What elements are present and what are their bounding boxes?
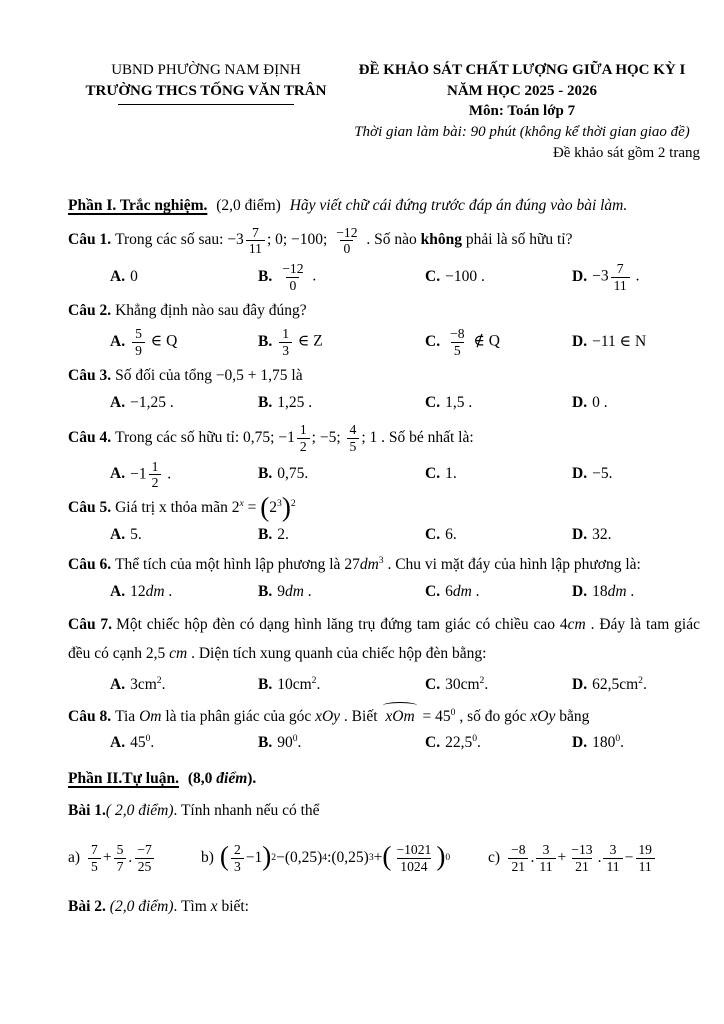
- text-run: 180: [592, 734, 616, 752]
- superscript: 2: [290, 498, 296, 510]
- text-run: 18: [592, 582, 608, 600]
- option-letter: A.: [110, 675, 126, 693]
- fraction: $\frac{19}{11}$: [635, 842, 655, 874]
- question-text: [115, 367, 303, 384]
- question-1: [68, 225, 700, 257]
- option-letter: A.: [110, 526, 126, 544]
- text-run: −11 ∈ N: [592, 332, 647, 350]
- item-label: a): [68, 848, 81, 866]
- text-run: ∉ Q: [469, 332, 500, 350]
- option-letter: B.: [258, 332, 273, 350]
- question-label: Câu 2.: [68, 301, 112, 319]
- option-letter: D.: [572, 267, 588, 285]
- text-run: .: [128, 848, 133, 866]
- text-run: = 45: [418, 707, 451, 725]
- text-run: ).: [247, 770, 257, 788]
- option-letter: D.: [572, 526, 588, 544]
- superscript: 2: [156, 674, 162, 686]
- option-letter: B.: [258, 526, 273, 544]
- text-run: . Đáy là tam giác đều có cạnh 2,5: [68, 616, 700, 663]
- text-run: Khẳng định nào sau đây đúng?: [115, 301, 307, 319]
- options-q3: [68, 391, 700, 414]
- text-run: .: [303, 582, 312, 600]
- option-c: [425, 267, 572, 287]
- question-label: Câu 1.: [68, 231, 112, 249]
- text-run: ∈ Z: [294, 332, 323, 350]
- text-run: −3: [227, 231, 244, 249]
- text-run: Số đối của tổng −0,5 + 1,75 là: [115, 366, 303, 384]
- option-letter: C.: [425, 526, 441, 544]
- pages-note: Đề khảo sát gồm 2 trang: [552, 144, 700, 161]
- part1-instruction: Hãy viết chữ cái đứng trước đáp án đúng vào bài làm.: [289, 197, 628, 215]
- question-text: [115, 422, 474, 454]
- option-letter: B.: [258, 582, 273, 600]
- superscript: 0: [450, 706, 456, 718]
- option-letter: B.: [258, 675, 273, 693]
- text-run: (8,0: [187, 770, 217, 788]
- text-run: dm: [452, 582, 472, 600]
- fraction: $\frac{1}{3}$: [279, 326, 292, 358]
- question-label: Câu 8.: [68, 707, 112, 725]
- bai1-item-a: [68, 842, 201, 874]
- text-run: .: [477, 734, 481, 752]
- text-run: −1: [130, 465, 147, 483]
- option-d: [572, 393, 700, 413]
- option-d: [572, 464, 700, 484]
- superscript: 3: [277, 498, 282, 510]
- option-letter: B.: [258, 393, 273, 411]
- fraction: $\frac{4}{5}$: [347, 422, 360, 454]
- option-d: [572, 675, 700, 695]
- text-run: x: [210, 898, 218, 916]
- text-run: .: [161, 675, 166, 693]
- text-run: ; −5;: [311, 428, 345, 446]
- text-run: dm: [359, 555, 379, 573]
- fraction: $\frac{7}{11}$: [611, 261, 630, 293]
- school-name: TRƯỜNG THCS TỐNG VĂN TRÂN: [68, 81, 344, 106]
- item-label: c): [488, 848, 501, 866]
- text-run: =: [243, 499, 261, 517]
- option-letter: C.: [425, 267, 441, 285]
- question-5: [68, 492, 700, 523]
- superscript: 0: [472, 733, 477, 745]
- part2-points: [188, 770, 256, 787]
- option-letter: C.: [425, 734, 441, 752]
- bai1-title: [68, 801, 700, 821]
- option-letter: B.: [258, 267, 273, 285]
- option-letter: A.: [110, 267, 126, 285]
- options-q8: [68, 732, 700, 755]
- text-run: cm: [567, 616, 586, 634]
- superscript: 2: [479, 674, 485, 686]
- question-7: [68, 611, 700, 668]
- text-run: 3cm: [130, 675, 157, 693]
- superscript: 2: [311, 674, 317, 686]
- option-letter: A.: [110, 332, 126, 350]
- question-8: [68, 705, 700, 727]
- text-run: −(0,25): [276, 848, 323, 866]
- question-text: [115, 556, 641, 573]
- text-run: .: [620, 734, 624, 752]
- options-q4: [68, 459, 700, 491]
- text-run: dm: [607, 582, 627, 600]
- option-a: [110, 582, 258, 602]
- text-run: 2: [269, 499, 278, 517]
- text-run: 1,25 .: [277, 393, 313, 411]
- superscript: 0: [145, 733, 151, 745]
- question-text: [115, 492, 296, 523]
- text-run: 62,5cm: [592, 675, 639, 693]
- text-run: .: [297, 734, 302, 752]
- option-letter: D.: [572, 734, 588, 752]
- exam-header: [68, 60, 700, 163]
- text-run: là tia phân giác của góc: [161, 707, 316, 725]
- fraction: $\frac{-1021}{1024}$: [396, 842, 432, 874]
- text-run: . Chu vi mặt đáy của hình lập phương là:: [383, 555, 641, 573]
- option-letter: A.: [110, 582, 126, 600]
- text-run: Bài 2.: [68, 898, 110, 916]
- fraction: $\frac{7}{5}$: [88, 842, 101, 874]
- option-c: [425, 582, 572, 602]
- option-letter: D.: [572, 393, 588, 411]
- option-b: [258, 733, 425, 753]
- text-run: . Tính nhanh nếu có thể: [173, 801, 320, 819]
- option-c: [425, 464, 572, 484]
- fraction: $\frac{5}{7}$: [114, 842, 127, 874]
- fraction: $\frac{-12}{0}$: [336, 224, 358, 257]
- text-run: dm: [145, 582, 165, 600]
- option-letter: D.: [572, 465, 588, 483]
- text-run: −: [624, 848, 634, 866]
- options-q7: [68, 674, 700, 697]
- text-run: . Diện tích xung quanh của chiếc hộp đèn bằng:: [187, 645, 487, 663]
- fraction: $\frac{-13}{21}$: [571, 842, 593, 874]
- part1-heading: [68, 196, 700, 216]
- text-run: Trong các số hữu tỉ: 0,75; −1: [115, 428, 295, 446]
- question-6: [68, 555, 700, 575]
- text-run: .: [316, 675, 321, 693]
- text-run: −100 .: [445, 267, 485, 285]
- text-run: −3: [592, 267, 609, 285]
- text-run: −1: [245, 848, 263, 866]
- text-run: .: [163, 465, 172, 483]
- text-run: phải là số hữu tỉ?: [462, 231, 573, 249]
- text-run: 22,5: [445, 734, 473, 752]
- option-letter: D.: [572, 332, 588, 350]
- text-run: +: [557, 848, 567, 866]
- text-run: .: [642, 675, 647, 693]
- text-run: Trong các số sau:: [115, 231, 228, 249]
- text-run: . Tìm: [173, 898, 211, 916]
- question-text: [68, 616, 700, 662]
- text-run: không: [420, 231, 463, 249]
- text-run: .: [164, 582, 173, 600]
- option-b: [258, 393, 425, 413]
- option-letter: C.: [425, 393, 441, 411]
- question-label: Câu 7.: [68, 616, 113, 634]
- options-q1: [68, 261, 700, 293]
- text-run: biết:: [217, 898, 249, 916]
- superscript: 0: [615, 733, 621, 745]
- exam-title: ĐỀ KHẢO SÁT CHẤT LƯỢNG GIỮA HỌC KỲ I: [358, 62, 686, 78]
- issuing-org-block: [68, 60, 344, 163]
- options-q2: [68, 326, 700, 358]
- question-label: Câu 3.: [68, 366, 112, 384]
- option-a: [110, 675, 258, 695]
- duration-note: Thời gian làm bài: 90 phút (không kể thời gian giao đề): [354, 124, 690, 141]
- option-c: [425, 675, 572, 695]
- text-run: xOy: [315, 707, 341, 725]
- option-d: [572, 733, 700, 753]
- option-b: [258, 261, 425, 293]
- fraction: $\frac{5}{9}$: [132, 326, 145, 358]
- option-d: [572, 261, 700, 293]
- option-d: [572, 582, 700, 602]
- org-name: UBND PHƯỜNG NAM ĐỊNH: [111, 62, 301, 78]
- fraction: $\frac{-7}{25}$: [134, 842, 155, 874]
- bai1-items: [68, 830, 700, 886]
- bai1-item-b: b) ( $\frac{2}{3}$ −1 ) 2 −(0,25) 4 :(0,25) 3 + ( $\frac{-1021}{1024}$ ) 0: [201, 841, 451, 874]
- text-run: 2.: [277, 526, 289, 544]
- superscript: 0: [292, 733, 298, 745]
- big-paren: ): [281, 492, 291, 523]
- text-run: ; 0; −100;: [266, 231, 332, 249]
- fraction: $\frac{7}{11}$: [246, 225, 265, 257]
- text-run: . Biết: [340, 707, 382, 725]
- option-c: [425, 326, 572, 358]
- text-run: Giá trị x thỏa mãn 2: [115, 499, 240, 517]
- superscript: x: [239, 498, 244, 510]
- option-a: [110, 525, 258, 545]
- option-c: [425, 525, 572, 545]
- text-run: :(0,25): [327, 848, 369, 866]
- fraction: $\frac{1}{2}$: [297, 422, 310, 454]
- question-label: Câu 6.: [68, 555, 112, 573]
- text-run: .: [150, 734, 155, 752]
- option-letter: D.: [572, 675, 588, 693]
- option-letter: A.: [110, 734, 126, 752]
- fraction: $\frac{-12}{0}$: [282, 261, 304, 293]
- text-run: 9: [277, 582, 285, 600]
- text-run: −1,25 .: [130, 393, 174, 411]
- option-letter: C.: [425, 582, 441, 600]
- text-run: Bài 1.: [68, 801, 106, 819]
- option-letter: C.: [425, 465, 441, 483]
- text-run: , số đo góc: [455, 707, 531, 725]
- option-letter: A.: [110, 465, 126, 483]
- option-b: [258, 326, 425, 358]
- text-run: 0: [130, 267, 138, 285]
- text-run: 6.: [445, 526, 457, 544]
- text-run: .: [484, 675, 489, 693]
- subject: Môn: Toán lớp 7: [468, 103, 576, 120]
- text-run: .: [530, 848, 535, 866]
- option-c: [425, 393, 572, 413]
- text-run: Tia: [115, 707, 140, 725]
- text-run: .: [471, 582, 480, 600]
- option-letter: C.: [425, 675, 441, 693]
- option-letter: C.: [425, 332, 441, 350]
- part2-heading: [68, 769, 700, 789]
- text-run: 0,75.: [277, 465, 309, 483]
- option-a: [110, 267, 258, 287]
- angle-arc: xOm: [383, 705, 416, 727]
- item-label: b): [201, 848, 214, 866]
- text-run: 5.: [130, 526, 142, 544]
- option-d: [572, 332, 700, 352]
- part1-points: (2,0 điểm): [216, 197, 281, 215]
- text-run: 32.: [592, 526, 612, 544]
- fraction: $\frac{3}{11}$: [536, 842, 555, 874]
- fraction: $\frac{2}{3}$: [231, 842, 244, 874]
- option-b: [258, 525, 425, 545]
- text-run: ; 1 . Số bé nhất là:: [361, 428, 474, 446]
- option-b: [258, 582, 425, 602]
- text-run: 90: [277, 734, 293, 752]
- fraction: $\frac{3}{11}$: [603, 842, 622, 874]
- question-text: [115, 708, 589, 725]
- fraction: $\frac{-8}{5}$: [450, 326, 465, 358]
- text-run: Một chiếc hộp đèn có dạng hình lăng trụ đứng tam giác có chiều cao 4: [116, 616, 568, 634]
- options-q5: [68, 524, 700, 547]
- option-letter: B.: [258, 465, 273, 483]
- text-run: Om: [139, 707, 162, 725]
- bai2-title: [68, 897, 700, 917]
- text-run: 30cm: [445, 675, 480, 693]
- text-run: .: [631, 267, 640, 285]
- bai1-item-c: [488, 842, 657, 874]
- big-paren: (: [260, 492, 270, 523]
- option-a: [110, 326, 258, 358]
- option-d: [572, 525, 700, 545]
- text-run: .: [626, 582, 635, 600]
- text-run: .: [308, 267, 317, 285]
- option-letter: A.: [110, 393, 126, 411]
- text-run: 1.: [445, 465, 457, 483]
- text-run: 45: [130, 734, 146, 752]
- text-run: điểm: [216, 770, 248, 788]
- text-run: ( 2,0 điểm): [105, 801, 174, 819]
- exam-title-block: [344, 60, 700, 163]
- text-run: 1,5 .: [445, 393, 473, 411]
- question-label: Câu 4.: [68, 428, 112, 446]
- part2-title: Phần II.Tự luận.: [68, 770, 179, 788]
- option-b: [258, 464, 425, 484]
- part1-title: Phần I. Trắc nghiệm.: [68, 197, 208, 215]
- text-run: 10cm: [277, 675, 312, 693]
- option-a: [110, 393, 258, 413]
- question-text: [115, 224, 573, 257]
- option-letter: D.: [572, 582, 588, 600]
- text-run: Thể tích của một hình lập phương là 27: [115, 555, 360, 573]
- options-q6: [68, 580, 700, 603]
- text-run: bằng: [555, 707, 590, 725]
- option-b: [258, 675, 425, 695]
- question-3: [68, 366, 700, 386]
- text-run: .: [597, 848, 602, 866]
- text-run: 6: [445, 582, 453, 600]
- option-c: [425, 733, 572, 753]
- option-a: [110, 733, 258, 753]
- text-run: ∈ Q: [146, 332, 178, 350]
- question-label: Câu 5.: [68, 499, 112, 517]
- question-2: [68, 301, 700, 321]
- text-run: 0 .: [592, 393, 608, 411]
- text-run: +: [373, 848, 383, 866]
- text-run: xOy: [530, 707, 556, 725]
- questions: [68, 225, 700, 755]
- text-run: +: [102, 848, 112, 866]
- text-run: (2,0 điểm): [109, 898, 174, 916]
- option-letter: B.: [258, 734, 273, 752]
- text-run: cm: [169, 645, 188, 663]
- text-run: . Số nào: [362, 231, 421, 249]
- text-run: −5.: [592, 465, 613, 483]
- fraction: $\frac{-8}{21}$: [508, 842, 529, 874]
- question-4: [68, 422, 700, 454]
- superscript: 2: [638, 674, 643, 686]
- text-run: 12: [130, 582, 146, 600]
- fraction: $\frac{1}{2}$: [149, 459, 162, 491]
- superscript: 3: [378, 554, 384, 566]
- option-a: [110, 459, 258, 491]
- text-run: dm: [284, 582, 304, 600]
- school-year: NĂM HỌC 2025 - 2026: [447, 82, 597, 99]
- question-text: [115, 302, 307, 319]
